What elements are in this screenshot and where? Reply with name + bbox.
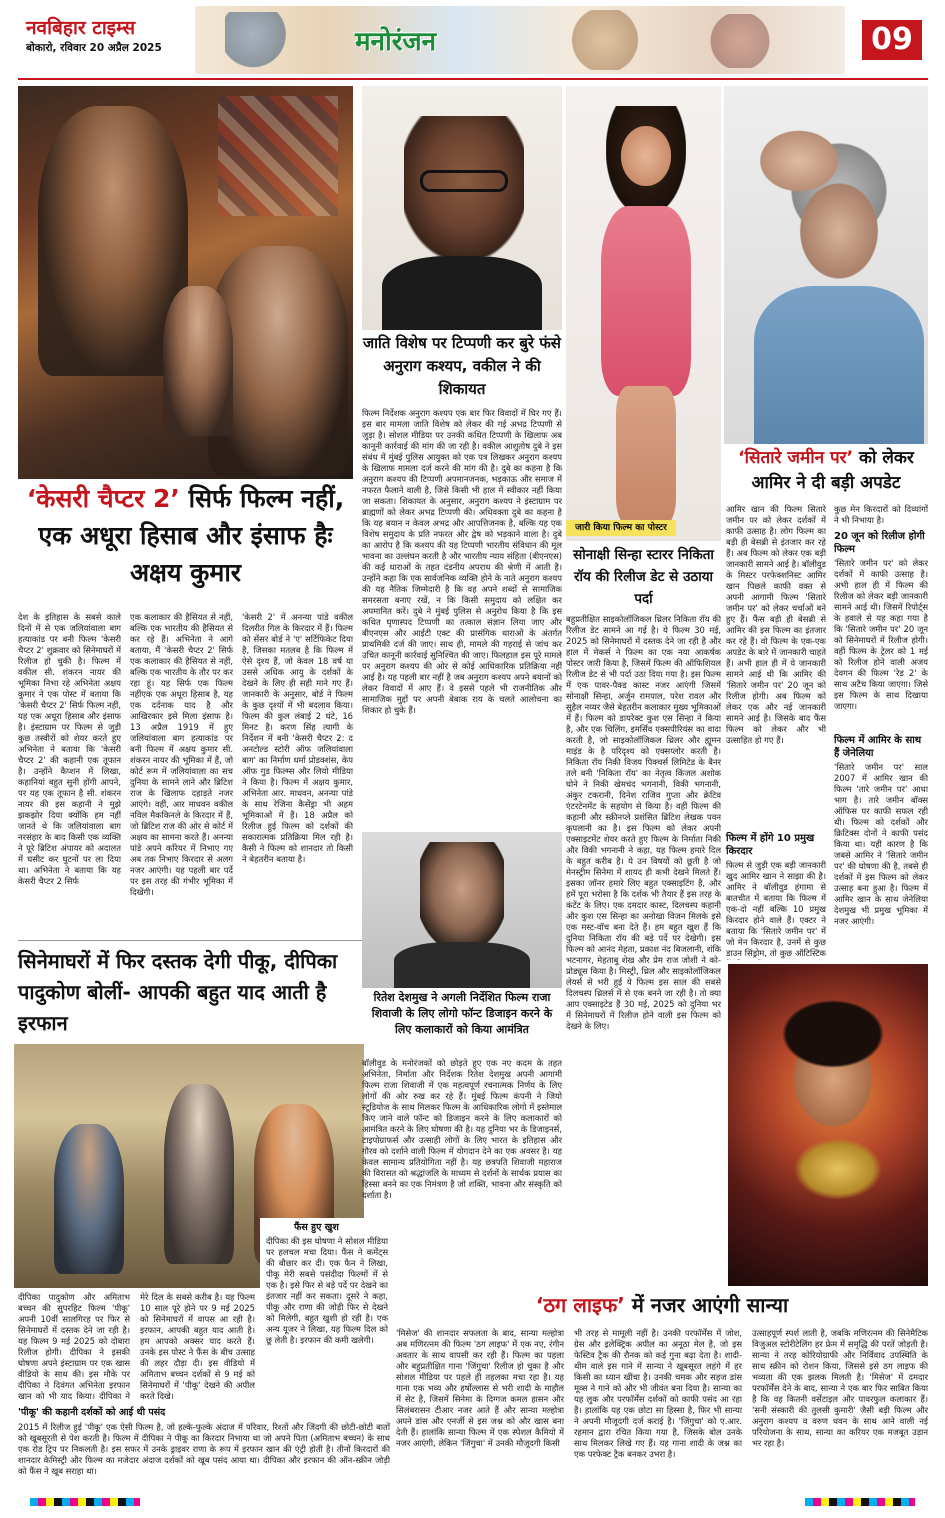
riteish-shirt <box>394 942 530 988</box>
dateline: बोकारो, रविवार 20 अप्रैल 2025 <box>26 42 162 54</box>
art-shape <box>225 12 295 68</box>
kesari-body-col2: एक कलाकार की हैसियत से नहीं, बल्कि एक भारतीय की हैसियत से कर रहे हैं। अभिनेता ने आगे बताया, मैं 'केसरी चैप्टर 2' सिर्फ एक कलाकार की हैसियत से नहीं, बल्कि एक भारतीय के तौर पर कर रहा हूं। यह सिर्फ एक फिल्म नहींएक एक अधूरा हिसाब है, यह एक दर्दनाक याद है और आखिरकार इसे मिला इंसाफ है। 13 अप्रैल 1919 में हुए जलियांवाला बाग हत्याकांड पर बनी फिल्म में अक्षय कुमार सी. शंकरन नायर की भूमिका में हैं, जो कोर्ट रूम में जलियांवाला का सच दुनिया के सामने लाने और ब्रिटिश राज के खिलाफ दहाड़ते नजर आएंगे। वहीं, आर माधवन वकील नविल मैककिनले के किरदार में हैं, जो ब्रिटिश राज की ओर से कोर्ट में अक्षय का सामना करते हैं। अनन्या पांडे अपने करियर में निभाए गए अब तक निभाए किरदार से अलग नजर आएंगी। यह पहली बार पर्दे पर इस तरह की गंभीर भूमिका में दिखेंगी। <box>130 612 233 897</box>
riteish-deshmukh-photo <box>362 832 562 988</box>
aamir-sub2: 20 जून को रिलीज होगी फिल्म <box>834 531 925 555</box>
sanya-headline-film: ‘ठग लाइफ’ <box>535 1293 625 1317</box>
sanya-malhotra-photo <box>728 964 928 1286</box>
paper-name: नवबिहार टाइम्स <box>26 17 136 39</box>
nikita-poster-tag: जारी किया फिल्म का पोस्टर <box>566 520 676 536</box>
piku-fans-body: दीपिका की इस घोषणा ने सोशल मीडिया पर हलचल मचा दिया। फैंस ने कमेंट्स की बौछार कर दी। एक फैन ने लिखा, पीकू मेरी सबसे पसंदीदा फिल्मों में से एक है। इसे फिर से बड़े पर्दे पर देखने का इंतजार नहीं कर सकता। दूसरे ने कहा, पीकू और राणा की जोड़ी फिर से देखने को मिलेगी, बहुत खुशी हो रही है। एक अन्य यूजर ने लिखा, यह फिल्म दिल को छू लेती है। इरफान की कमी खलेगी। <box>266 1236 388 1345</box>
aamir-hand <box>754 126 844 196</box>
anurag-shirt <box>382 256 542 330</box>
riteish-face <box>420 842 504 946</box>
page-number: 09 <box>862 20 922 60</box>
kesari-body-col3: 'केसरी 2' में अनन्या पांडे वकील दिलरीत गिल के किरदार में हैं। फिल्म को सेंसर बोर्ड ने 'ए' सर्टिफिकेट दिया है, जिसका मतलब है कि फिल्म में ऐसे दृश्य हैं, जो केवल 18 वर्ष या उससे अधिक आयु के दर्शकों के देखने के लिए ही सही माने गए हैं। जानकारी के अनुसार, बोर्ड ने फिल्म के कुछ दृश्यों में भी बदलाव किया। फिल्म की कुल लंबाई 2 घंटे, 16 मिनट है। करण सिंह त्यागी के निर्देशन में बनी 'केसरी चैप्टर 2: द अनटोल्ड स्टोरी ऑफ जलियांवाला बाग' का निर्माण धर्मा प्रोडक्शंस, केप ऑफ गुड फिल्म्स और लियो मीडिया ने किया है। फिल्म में अक्षय कुमार, अभिनेता आर. माधवन, अनन्या पांडे के साथ रेजिना कैसेंड्रा भी अहम भूमिकाओं में हैं। 18 अप्रैल को रिलीज हुई फिल्म को दर्शकों की सकारात्मक प्रतिक्रिया मिल रही है। कैसी ने फिल्म को शानदार तो किसी ने बेहतरीन बताया है। <box>242 612 353 864</box>
piku-story-box <box>18 1406 390 1488</box>
masthead <box>0 0 945 80</box>
aamir-shirt <box>754 286 924 444</box>
piku-figure <box>54 1124 124 1274</box>
aamir-khan-photo <box>724 86 928 444</box>
piku-story-head: 'पीकू' की कहानी दर्शकों को आई थी पसंद <box>18 1407 166 1418</box>
anurag-glasses <box>420 170 508 192</box>
piku-figure <box>164 1084 234 1264</box>
ananya-figure <box>163 286 233 436</box>
aamir-sub3-body: 'सितारे जमीन पर' साल 2007 में आमिर खान की फिल्म 'तारे जमीन पर' आधा भाग है। तारे जमीन बॉक्स ऑफिस पर काफी सफल रही थी। फिल्म को दर्शकों और क्रिटिक्स दोनों ने काफी पसंद किया था। यही कारण है कि जबसे आमिर ने 'सितारे जमीन पर' की घोषणा की है, तबसे ही दर्शकों में इस फिल्म को लेकर उत्साह बना हुआ है। फिल्म में आमिर खान के साथ जेनेलिया देशमुख भी प्रमुख भूमिका में नजर आएंगी। <box>834 762 928 926</box>
aamir-headline-rest: को लेकर आमिर ने दी बड़ी अपडेट <box>751 448 914 493</box>
kesari-poster-photo <box>18 86 353 479</box>
sanya-headline <box>396 1292 928 1318</box>
piku-fans-tag: फैंस हुए खुश <box>294 1222 339 1233</box>
aamir-sub1: फिल्म में होंगे 10 प्रमुख किरदार <box>726 833 815 857</box>
sanya-body-col1: 'मिसेज' की शानदार सफलता के बाद, सान्या मल्होत्रा अब मणिरत्नम की फिल्म 'ठग लाइफ' में एक नए, रंगीन अवतार के साथ वापसी कर रही हैं। फिल्म का पहला और बहुप्रतीक्षित गाना 'जिंगुचा' रिलीज हो चुका है और सोशल मीडिया पर पहले ही तहलका मचा रहा है। यह गाना एक भव्य और हर्षोल्लास से भरी शादी के माहौल में सेट है, जिसमें सिनेमा के दिग्गज कमल हासन और सिलंबरासन टीआर नजर आते हैं और सान्या मल्होत्रा अपने डांस और एनर्जी से इस जश्न को और खास बना देती हैं। हालांकि सान्या फिल्म में एक स्पेशल कैमियो में नजर आएंगी, लेकिन 'जिंगुचा' में उनकी मौजूदगी किसी <box>396 1328 564 1448</box>
aamir-sub3: फिल्म में आमिर के साथ हैं जेनेलिया <box>834 735 922 759</box>
anurag-kashyap-photo <box>362 86 562 330</box>
piku-body-col1: दीपिका पादुकोण और अमिताभ बच्चन की सुपरहिट फिल्म 'पीकू' अपनी 10वीं सालगिरह पर फिर से सिनेमाघरों में दस्तक देने जा रही है। यह फिल्म 9 मई 2025 को दोबारा रिलीज होगी। दीपिका ने इसकी घोषणा अपने इंस्टाग्राम पर एक खास वीडियो के साथ की। इस मौके पर दीपिका ने दिवंगत अभिनेता इरफान खान को भी याद किया। दीपिका ने <box>18 1292 130 1401</box>
aamir-headline-film: ‘सितारे जमीन पर’ <box>738 448 854 468</box>
sanya-headline-box <box>396 1292 928 1318</box>
anurag-body: फिल्म निर्देशक अनुराग कश्यप एक बार फिर विवादों में घिर गए हैं। इस बार मामला जाति विशेष को लेकर की गई अभद्र टिप्पणी से जुड़ा है। सोशल मीडिया पर उनकी कथित टिप्पणी के खिलाफ अब कानूनी कार्रवाई की मांग की जा रही है। वकील आशुतोष दुबे ने इस संबंध में मुंबई पुलिस आयुक्त को एक पत्र लिखकर अनुराग कश्यप के खिलाफ मामला दर्ज करने की मांग की है। दुबे का कहना है कि अनुराग कश्यप की टिप्पणी अपमानजनक, भड़काऊ और समाज में नफरत फैलाने वाली है, जिसे किसी भी हाल में स्वीकार नहीं किया जा सकता। शिकायत के अनुसार, अनुराग कश्यप ने इंस्टाग्राम पर ब्राह्मणों को लेकर अभद्र टिप्पणी की। अधिवक्ता दुबे का कहना है कि यह बयान न केवल अभद्र और आपत्तिजनक है, बल्कि यह एक विशेष समुदाय के प्रति नफरत और द्वेष को भड़काने वाला है। दुबे का आरोप है कि कश्यप की यह टिप्पणी भारतीय संविधान की मूल भावना का उल्लंघन करती है और भारतीय न्याय संहिता (बीएनएस) की कई धाराओं के तहत दंडनीय अपराध की श्रेणी में आती है। उन्होंने कहा कि एक सार्वजनिक व्यक्ति होने के नाते अनुराग कश्यप की यह नैतिक जिम्मेदारी है कि वह अपने शब्दों से सामाजिक समरसता बनाए रखें, न कि किसी समुदाय को लक्षित कर अपमानित करें। दुबे ने मुंबई पुलिस से अनुरोध किया है कि इस कथित घृणास्पद टिप्पणी का तत्काल संज्ञान लिया जाए और बीएनएस और आईटी एक्ट की प्रासंगिक धाराओं के अंतर्गत प्राथमिकी दर्ज की जाए। साथ ही, मामले की गहराई से जांच कर उचित कानूनी कार्रवाई सुनिश्चित की जाए। फिलहाल इस पूरे मामले पर अनुराग कश्यप की ओर से कोई आधिकारिक प्रतिक्रिया नहीं आई है। यह पहली बार नहीं है जब अनुराग कश्यप अपने बयानों को लेकर विवादों में आए हैं। वे इससे पहले भी राजनीतिक और सामाजिक मुद्दों पर अपनी बेबाक राय के चलते आलोचना का शिकार हो चुके हैं। <box>362 408 562 715</box>
sanya-body-col3: उत्साहपूर्ण स्पर्श लाती है, जबकि मणिरत्नम की सिनेमैटिक विजुअल स्टोरीटेलिंग हर फ्रेम में समृद्धि की परतें जोड़ती है। सान्या ने तरह कोरियोग्राफी और निर्विवाद उपस्थिति के साथ स्क्रीन को रोशन किया, जिससे इसे ठग लाइफ की भव्यता की एक झलक मिलती है। 'मिसेज' में दमदार परफॉर्मेंस देने के बाद, सान्या ने एक बार फिर साबित किया है कि वह कितनी वर्सेटाइल और पावरफुल कलाकार हैं। 'सनी संस्कारी की तुलसी कुमारी' जैसी बड़ी फिल्म और अनुराग कश्यप व वरुण धवन के साथ आने वाली नई परियोजना के साथ, सान्या का करियर एक मजबूत उड़ान भर रहा है। <box>752 1328 928 1448</box>
sanya-hair <box>773 994 893 1074</box>
divider <box>18 940 363 941</box>
kesari-body-col1: देश के इतिहास के सबसे काले दिनों में से एक जलियांवाला बाग हत्याकांड पर बनी फिल्म 'केसरी चैप्टर 2' शुक्रवार को सिनेमाघरों में रिलीज हो चुकी है। फिल्म में वकील सी. शंकरन नायर की भूमिका निभा रहे अभिनेता अक्षय कुमार ने एक पोस्ट में बताया कि 'केसरी चैप्टर 2' सिर्फ फिल्म नहीं, यह एक अधूरा हिसाब और इंसाफ है। इंस्टाग्राम पर फिल्म से जुड़ी कुछ तस्वीरों को शेयर करते हुए अभिनेता ने बताया कि 'केसरी चैप्टर 2' की कहानी एक तूफान है। उन्होंने कैप्शन में लिखा, कहानियां बहुत सुनी होंगी आपने, पर यह एक तूफान है सी. शंकरन नायर की इस कहानी ने मुझे झकझोर दिया क्योंकि हम नहीं जानते थे कि जलियांवाला बाग नरसंहार के बाद किसी एक व्यक्ति ने पूरे ब्रिटिश अंपायर को अदालत में घसीट कर घुटनों पर ला दिया था। अभिनेता ने बताया कि यह केसरी चैप्टर 2 सिर्फ <box>18 612 121 886</box>
nikita-body: बहुप्रतीक्षित साइकोलॉजिकल थ्रिलर निकिता रॉय की रिलीज डेट सामने आ गई है। ये फिल्म 30 मई, 2025 को सिनेमाघरों में दस्तक देने जा रही है और हाल में मेकर्स ने फिल्म का एक नया आकर्षक पोस्टर जारी किया है, जिसमें फिल्म की ऑफिशियल रिलीज डेट से भी पर्दा उठा दिया गया है। इस फिल्म में एक पावर-पैक्ड कास्ट नजर आएंगी जिसमें सोनाक्षी सिन्हा, अर्जुन रामपाल, परेश रावल और सुहैल नय्यर जैसे बेहतरीन कलाकार मुख्य भूमिकाओं में हैं। फिल्म को डायरेक्ट कुश एस सिन्हा ने किया है, और एक चिलिंग, इमर्सिव एक्सपीरियंस का वादा करती है, जो साइकोलॉजिकल थ्रिलर और ह्यूमन माइंड के है परिदृश्य को एक्सप्लोर करती है। निकिता रॉय निकी विजय पिक्चर्स लिमिटेड के बैनर तले बनी 'निकिता रॉय' का नेतृत्व किंजल अशोक घोने ने निकी खेमचंद भगनानी, विकी भगनानी, अंकुर टकरानी, दिनेश राजिव गुप्ता और क्रेटिव एंटरटेनमेंट के सहयोग से किया है। वहीं फिल्म की कहानी और स्क्रीनप्ले प्रशंसित ब्रिटिश लेखक पवन कृपलानी का है। इस फिल्म को लेकर अपनी एक्साइटमेंट शेयर करते हुए फिल्म के निर्माता निकी और विकी भगनानी ने कहा, यह फिल्म हमारे दिल के बहुत करीब है। ये उन विषयों को छूती है जो मेनस्ट्रीम सिनेमा में शायद ही कभी देखने मिलते हैं। इसका जॉनर हमारे लिए बहुत एक्साइटिंग है, और हमें पूरा भरोसा है कि दर्शक भी तैयार हैं इस तरह के कंटेंट के लिए। एक दमदार कास्ट, दिलचस्प कहानी और कुश एस सिन्हा का अनोखा विजन मिलके इसे एक मस्ट-वॉच बना देते हैं। हम बहुत खुश हैं कि दुनिया निकिता रॉय की बड़े पर्दे पर देखेगी। इस फिल्म को आनंद मेहता, प्रकाश नंद बिजलानी, शंकि भटनागर, मेहताबु शेख और प्रेम राज जोशी ने को-प्रोड्यूस किया है। मिस्ट्री, थ्रिल और साइकोलॉजिकल लेयर्स से भरी हुई ये फिल्म इस साल की सबसे दिलचस्प थ्रिलर्स में से एक बनने जा रही है। तो क्या आप एक्साइटेड हैं 30 मई, 2025 को दुनिया भर में सिनेमाघरों में रिलीज होने वाली इस फिल्म को देखने के लिए। <box>566 614 721 1031</box>
piku-headline: सिनेमाघरों में फिर दस्तक देगी पीकू, दीपिका पादुकोण बोलीं- आपकी बहुत याद आती है इरफान <box>18 949 338 1035</box>
kesari-headline <box>18 480 353 591</box>
sanya-jewelry <box>788 1134 888 1204</box>
aamir-sub2-body: 'सितारे जमीन पर' को लेकर दर्शकों में काफी उत्साह है। अभी हाल ही में फिल्म की रिलीज को लेकर बड़ी जानकारी सामने आई थी। जिसमें रिपोर्ट्स के हवाले से यह कहा गया है कि 'सितारे जमीन पर' 20 जून को सिनेमाघरों में रिलीज होगी। वहीं फिल्म के ट्रेलर को 1 मई को रिलीज होने वाली अजय देवगन की फिल्म 'रेड 2' के साथ अटैच किया जाएगा। जिसे इस फिल्म के साथ दिखाया जाएगा। <box>834 558 928 711</box>
riteish-body: बॉलीवुड के मनोरंजकों को छोड़ते हुए एक नए कदम के तहत अभिनेता, निर्माता और निर्देशक रितेश देशमुख अपनी आगामी फिल्म राजा शिवाजी में एक महत्वपूर्ण रचनात्मक निर्णय के लिए लोगों की ओर रुख कर रहे हैं। मुंबई फिल्म कंपनी ने जियो स्टूडियोज के साथ मिलकर फिल्म के आधिकारिक लोगो में इस्तेमाल किए जाने वाले फॉन्ट को डिजाइन करने के लिए कलाकारों को आमंत्रित करने के लिए घोषणा की है। यह दुनिया भर के डिजाइनर्स, टाइपोग्राफर्स और उत्साही लोगों के लिए भारत के इतिहास और गौरव को दर्शाने वाली फिल्म में योगदान देने का एक अवसर है। यह केवल सामान्य प्रतियोगिता नहीं है। यह छत्रपति शिवाजी महाराज की विरासत को श्रद्धांजलि के माध्यम से दर्शनों के सार्थक प्रयास का हिस्सा बनने का एक निमंत्रण है जो शक्ति, भावना और संस्कृति को दर्शाता है। <box>362 1058 562 1200</box>
sonakshi-face <box>621 126 671 186</box>
piku-story-body: 2015 में रिलीज हुई 'पीकू' एक ऐसी फिल्म है, जो हल्के-फुल्के अंदाज में परिवार, रिश्तों और जिंदगी की छोटी-छोटी बातों को खूबसूरती से पेश करती है। फिल्म में दीपिका ने पीकू का किरदार निभाया था जो अपने पिता (अमिताभ बच्चन) के साथ एक रोड ट्रिप पर निकलती है। इस सफर में उनके ड्राइवर राणा के रूप में इरफान खान की एंट्री होती है। तीनों किरदारों की शानदार केमिस्ट्री और फिल्म का मजेदार अंदाज दर्शकों को खूब पसंद आया था। दीपिका और इरफान की ऑन-स्क्रीन जोड़ी को फैंस ने खूब सराहा था। <box>18 1422 390 1476</box>
art-shape <box>560 10 650 70</box>
masthead-rule <box>18 78 928 80</box>
registration-marks <box>0 1496 945 1510</box>
anurag-headline: जाति विशेष पर टिप्पणी कर बुरे फंसे अनुराग कश्यप, वकील ने की शिकायत <box>363 334 561 398</box>
kesari-headline-rest: सिर्फ फिल्म नहीं, एक अधूरा हिसाब और इंसाफ हैः अक्षय कुमार <box>38 484 345 587</box>
sanya-headline-rest: में नजर आएंगी सान्या <box>624 1293 789 1317</box>
kesari-headline-film: ‘केसरी चैप्टर 2’ <box>26 484 180 513</box>
piku-body-col2: मेरे दिल के सबसे करीब है। यह फिल्म 10 साल पूरे होने पर 9 मई 2025 को सिनेमाघरों में वापस आ रही है। इरफान, आपकी बहुत याद आती है। हम आपको अक्सर याद करते हैं। उनके इस पोस्ट ने फैंस के बीच उत्साह की लहर दौड़ा दी। इस वीडियो में अमिताभ बच्चन दर्शकों से 9 मई को सिनेमाघरों में 'पीकू' देखने की अपील करते दिखे। <box>140 1292 255 1401</box>
aamir-headline <box>724 446 928 496</box>
aamir-intro: आमिर खान की फिल्म सितारे जमीन पर को लेकर दर्शकों में काफी उत्साह है। लोग फिल्म का बड़ी ही बेसब्री से इंतजार कर रहे हैं। अब फिल्म को लेकर एक बड़ी जानकारी सामने आई है। बॉलीवुड के मिस्टर परफेक्शनिस्ट आमिर खान पिछले काफी वक्त से अपनी आगामी फिल्म 'सितारे जमीन पर' को लेकर चर्चाओं बने हुए हैं। फैंस बड़ी ही बेसब्री से आमिर की इस फिल्म का इंतजार कर रहे हैं। वो फिल्म के एक-एक अपडेट के बारे में जानकारी चाहते हैं। अभी हाल ही में ये जानकारी सामने आई थी कि आमिर की 'सितारे जमीन पर' 20 जून को रिलीज होगी। अब फिल्म को लेकर एक और नई जानकारी सामने आई है। जिसके बाद फैंस फिल्म को लेकर और भी उत्साहित हो गए हैं। <box>726 504 826 745</box>
riteish-caption: रितेश देशमुख ने अगली निर्देशित फिल्म राजा शिवाजी के लिए लोगो फॉन्ट डिजाइन करने के लिए कलाकारों को किया आमंत्रित <box>371 991 553 1036</box>
aamir-right-top: कुछ मेन किरदारों को दिव्यांगों ने भी निभाया है। <box>834 504 928 525</box>
flag-stripes <box>218 96 338 216</box>
sonakshi-sinha-photo <box>566 86 721 541</box>
art-shape <box>700 14 780 68</box>
nikita-headline: सोनाक्षी सिन्हा स्टारर निकिता रॉय की रिलीज डेट से उठाया पर्दा <box>573 547 714 607</box>
aamir-sub1-body: फिल्म से जुड़ी एक बड़ी जानकारी खुद आमिर खान ने साझा की है। आमिर ने बॉलीवुड हंगामा से बातचीत में बताया कि फिल्म में एक-दो नहीं बल्कि 10 प्रमुख किरदार होने वाले हैं। एक्टर ने बताया कि 'सितारे जमीन पर' में जो मेन किरदार है, उनमें से कुछ डाउन सिंड्रोम, तो कुछ ऑटिस्टिक <box>726 860 826 958</box>
sonakshi-dress <box>601 206 691 396</box>
sonakshi-legs <box>616 386 676 526</box>
sanya-body-col2: भी तरह से मामूली नहीं है। उनकी परफॉर्मेंस में जोश, ग्रेस और इलेक्ट्रिक अपील का अनूठा मेल है, जो इस फेस्टिव ट्रैक की रौनक को कई गुना बढ़ा देता है। शादी-थीम वाले इस गाने में सान्या ने खूबसूरत लहंगे में हर किसी का ध्यान खींचा है। उनकी चमक और सहज डांस मूव्स ने गाने को और भी जीवंत बना दिया है। सान्या का यह लुक और परफॉर्मेंस दर्शकों को काफी पसंद आ रहा है। हालांकि यह एक छोटा सा हिस्सा है, फिर भी सान्या ने अपनी मौजूदगी दर्ज कराई है। 'जिंगुचा' को ए.आर. रहमान द्वारा रचित किया गया है, जिसके बोल उनके साथ मिलकर लिखे गए हैं। यह गाना शादी के जश्न का एक परफेक्ट ट्रैक बनकर उभरा है। <box>574 1328 742 1459</box>
section-title: मनोरंजन <box>355 27 437 57</box>
